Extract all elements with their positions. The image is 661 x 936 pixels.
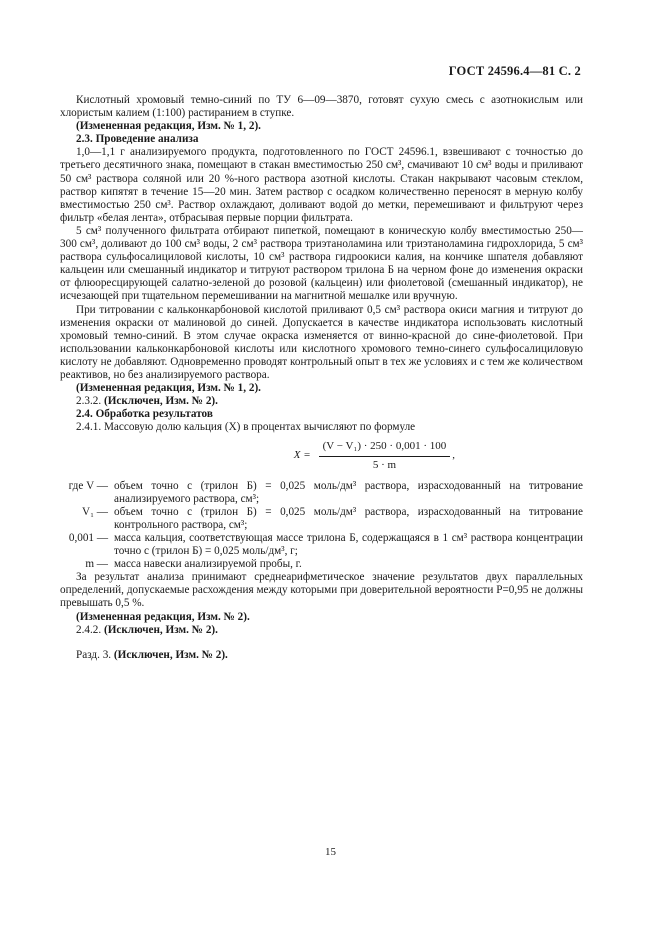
definition-term: V₁ — <box>82 505 108 518</box>
paragraph-titration: 5 см³ полученного фильтрата отбирают пипеткой, помещают в коническую колбу вместимостью 250—300 см³, доливают до 100 см³ воды, 2 см³ раствора триэтаноламина или триэтаноламина гидрохлорида, 5 см³ раствора сульфосалициловой кислоты, 10 см³ раствора гидроокиси калия, на кончике шпателя добавляют кальцеин или смешанный индикатор и титруют раствором трилона Б на черном фоне до изменения окраски от флюоресцирующей салатно-зеленой до розовой (кальцеин) или фиолетовой (смешанный индикатор), не исчезающей при тщательном перемешивании на магнитной мешалке или вручную. <box>60 224 583 303</box>
section-2-4-2-number: 2.4.2. <box>76 623 102 636</box>
section-2-4-heading: 2.4. Обработка результатов <box>76 408 213 421</box>
spacer <box>60 637 583 649</box>
page-header: ГОСТ 24596.4—81 С. 2 <box>448 64 581 78</box>
definition-v <box>60 480 583 506</box>
edit-note-3: (Измененная редакция, Изм. № 2). <box>76 610 250 623</box>
paragraph-indicator-prep: Кислотный хромовый темно-синий по ТУ 6—09—3870, готовят сухую смесь с азотнокислым или хлористым калием (1:100) растиранием в ступке. <box>60 94 583 120</box>
document-body <box>60 94 583 662</box>
definition-term: 0,001 — <box>68 532 108 544</box>
definition-m <box>60 558 583 571</box>
definition-text: объем точно c (трилон Б) = 0,025 моль/дм³ раствора, израсходованный на титрование анализируемого раствора, см³; <box>114 479 583 505</box>
section-3-text: (Исключен, Изм. № 2). <box>113 648 228 661</box>
section-2-4-2-text: (Исключен, Изм. № 2). <box>103 623 218 636</box>
paragraph-result: За результат анализа принимают среднеарифметическое значение результатов двух параллельных определений, допускаемые расхождения между которыми при доверительной вероятности P=0,95 не должны превышать 0,5 %. <box>60 571 583 610</box>
page-number: 15 <box>325 846 336 858</box>
section-2-4-1-text: 2.4.1. Массовую долю кальция (X) в процентах вычисляют по формуле <box>76 421 416 434</box>
paragraph-sample-prep: 1,0—1,1 г анализируемого продукта, подготовленного по ГОСТ 24596.1, взвешивают с точностью до третьего десятичного знака, помещают в стакан вместимостью 250 см³, смачивают 10 см³ воды и приливают 50 см³ раствора соляной или 20 %-ного раствора азотной кислоты. Стакан накрывают часовым стеклом, раствор кипятят в течение 15—20 мин. Затем раствор с осадком количественно переносят в мерную колбу вместимостью 250 см³. Раствор охлаждают, доливают водой до метки, перемешивают и фильтруют через фильтр «белая лента», отбрасывая первые порции фильтрата. <box>60 146 583 224</box>
formula-denominator: 5 · m <box>372 458 397 471</box>
edit-note-1: (Измененная редакция, Изм. № 1, 2). <box>76 120 261 133</box>
section-2-3-heading: 2.3. Проведение анализа <box>76 133 199 146</box>
formula-fraction <box>319 440 451 471</box>
section-3-number: Разд. 3. <box>76 648 112 661</box>
formula-suffix: , <box>452 449 455 462</box>
definition-text: масса навески анализируемой пробы, г. <box>114 558 302 571</box>
definition-term: где V — <box>68 479 108 492</box>
section-2-3-2 <box>60 395 583 408</box>
edit-note-2: (Измененная редакция, Изм. № 1, 2). <box>76 382 261 395</box>
formula-numerator: (V − V₁) · 250 · 0,001 · 100 <box>319 440 451 456</box>
definition-text: объем точно c (трилон Б) = 0,025 моль/дм³ раствора, израсходованный на титрование контрольного раствора, см³; <box>114 505 583 531</box>
definition-v1 <box>60 506 583 532</box>
section-2-4-2 <box>60 624 583 637</box>
section-3 <box>60 649 583 662</box>
definition-0001 <box>60 532 583 558</box>
section-2-3-2-text: (Исключен, Изм. № 2). <box>103 395 218 408</box>
formula-lhs: X = <box>293 449 311 462</box>
definition-text: масса кальция, соответствующая массе трилона Б, содержащаяся в 1 см³ раствора концентрации точно c (трилон Б) = 0,025 моль/дм³, г; <box>114 532 583 558</box>
definition-term: m — <box>85 558 108 571</box>
calcium-formula <box>60 440 583 471</box>
section-2-3-2-number: 2.3.2. <box>76 395 102 408</box>
paragraph-alt-indicator: При титровании с кальконкарбоновой кислотой приливают 0,5 см³ раствора окиси магния и титруют до изменения окраски от малиновой до синей. Допускается в качестве индикатора использовать кислотный хромовый темно-синий. В этом случае окраска изменяется от винно-красной до сине-фиолетовой. При использовании кальконкарбоновой кислоты или кислотного хромового темно-синего сульфосалициловую кислоту не добавляют. Одновременно проводят контрольный опыт в тех же условиях и с тем же количеством реактивов, но без анализируемого раствора. <box>60 303 583 381</box>
